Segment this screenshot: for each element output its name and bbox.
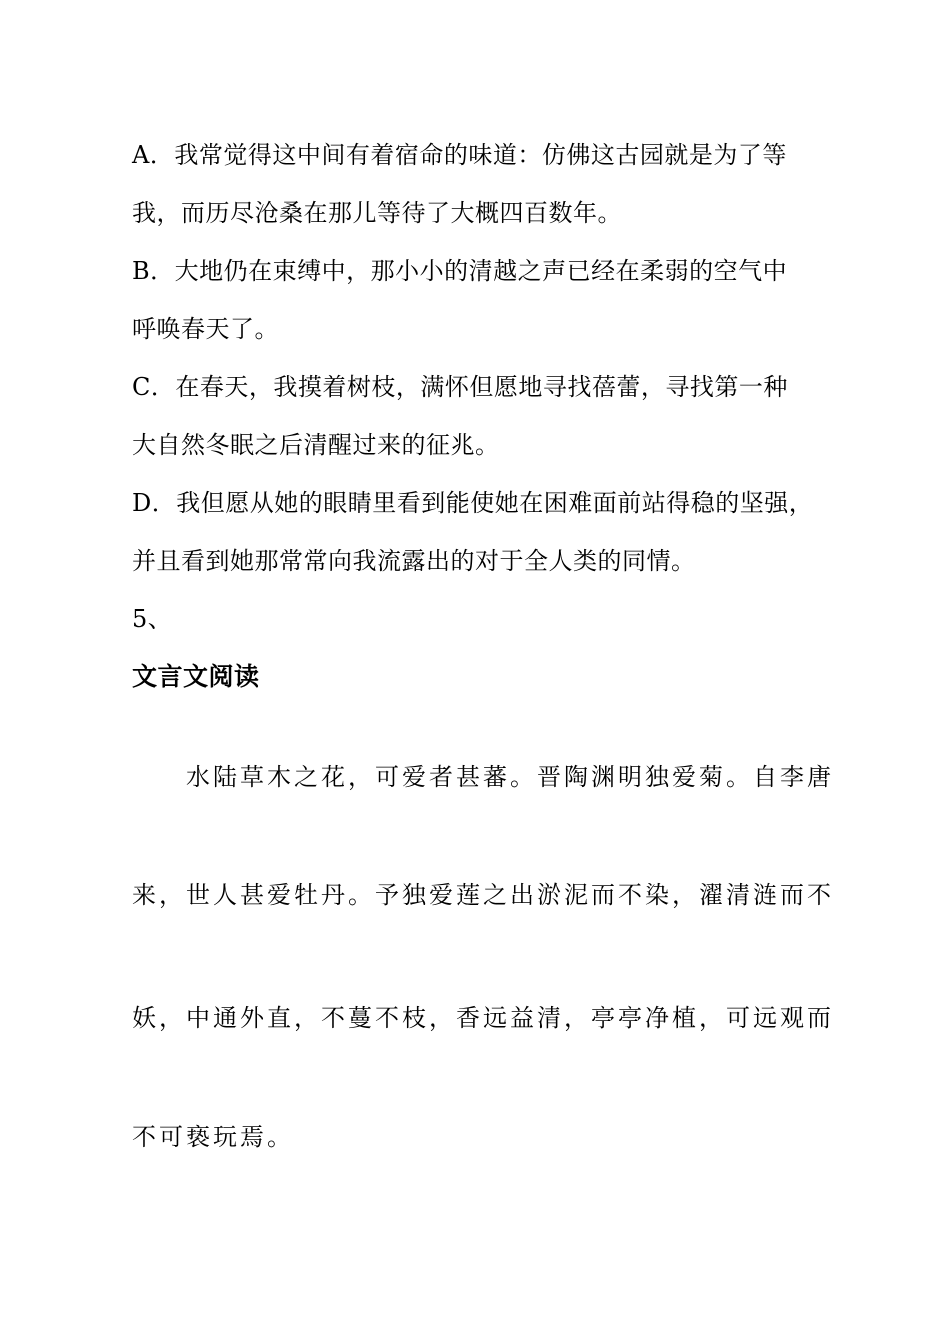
option-c-line-2: 大自然冬眠之后清醒过来的征兆。: [132, 431, 500, 459]
option-d-line-2: 并且看到她那常常向我流露出的对于全人类的同情。: [132, 547, 696, 575]
option-a-line-2: 我，而历尽沧桑在那儿等待了大概四百数年。: [132, 199, 622, 227]
option-a-line-1: A．我常觉得这中间有着宿命的味道：仿佛这古园就是为了等: [132, 141, 787, 169]
section-heading: 文言文阅读: [132, 662, 260, 691]
classical-text-line-4: 不可亵玩焉。: [132, 1123, 294, 1151]
option-d-line-1: D．我但愿从她的眼睛里看到能使她在困难面前站得稳的坚强，: [132, 489, 814, 517]
option-b-line-1: B．大地仍在束缚中，那小小的清越之声已经在柔弱的空气中: [132, 257, 788, 285]
question-number: 5、: [132, 605, 173, 633]
option-c-line-1: C．在春天，我摸着树枝，满怀但愿地寻找蓓蕾，寻找第一种: [132, 373, 788, 401]
classical-text-line-3: 妖，中通外直，不蔓不枝，香远益清，亭亭净植，可远观而: [132, 1004, 834, 1032]
classical-text-line-2: 来，世人甚爱牡丹。予独爱莲之出淤泥而不染，濯清涟而不: [132, 881, 834, 909]
classical-text-line-1: 水陆草木之花，可爱者甚蕃。晋陶渊明独爱菊。自李唐: [186, 763, 834, 791]
option-b-line-2: 呼唤春天了。: [132, 315, 279, 343]
